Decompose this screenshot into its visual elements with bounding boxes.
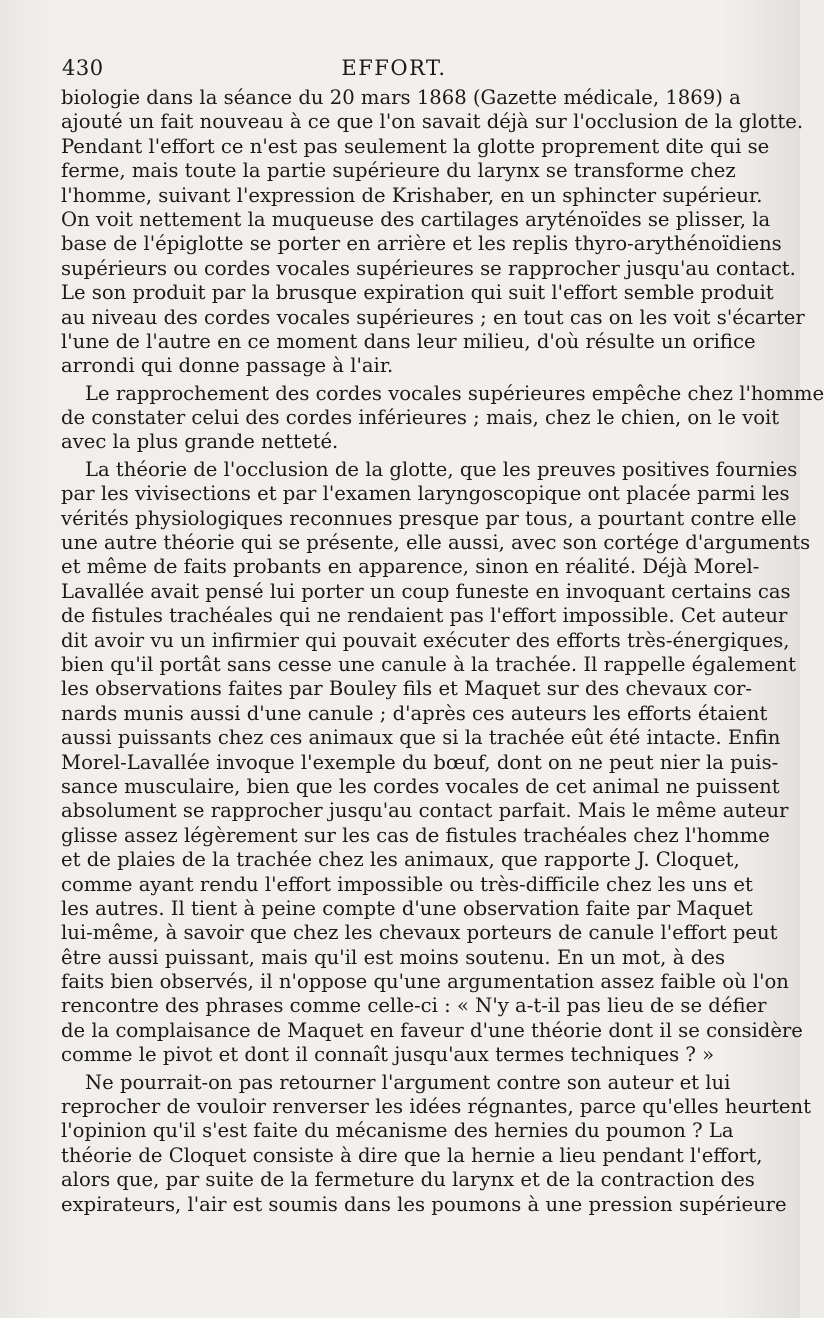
- text-line: rencontre des phrases comme celle-ci : « N'y a-t-il pas lieu de se défier: [61, 994, 767, 1018]
- text-line: faits bien observés, il n'oppose qu'une argumentation assez faible où l'on: [61, 970, 789, 994]
- text-line: une autre théorie qui se présente, elle aussi, avec son cortége d'arguments: [61, 531, 811, 555]
- text-line: ajouté un fait nouveau à ce que l'on savait déjà sur l'occlusion de la glotte.: [61, 110, 804, 134]
- text-line: et même de faits probants en apparence, sinon en réalité. Déjà Morel-: [61, 555, 760, 579]
- text-line: alors que, par suite de la fermeture du larynx et de la contraction des: [61, 1168, 755, 1192]
- body-text: [61, 86, 824, 1217]
- text-line: comme ayant rendu l'effort impossible ou très-difficile chez les uns et: [61, 872, 753, 896]
- text-line: biologie dans la séance du 20 mars 1868 (Gazette médicale, 1869) a: [61, 86, 741, 109]
- text-line: de la complaisance de Maquet en faveur d'une théorie dont il se considère: [61, 1018, 803, 1042]
- text-line: Ne pourrait-on pas retourner l'argument contre son auteur et lui: [85, 1070, 731, 1094]
- text-line: Lavallée avait pensé lui porter un coup funeste en invoquant certains cas: [61, 579, 791, 603]
- page-header: [62, 56, 726, 86]
- text-line: théorie de Cloquet consiste à dire que la hernie a lieu pendant l'effort,: [61, 1143, 763, 1167]
- text-line: expirateurs, l'air est soumis dans les poumons à une pression supérieure: [61, 1192, 787, 1216]
- text-line: vérités physiologiques reconnues presque par tous, a pourtant contre elle: [61, 506, 797, 530]
- text-line: l'une de l'autre en ce moment dans leur milieu, d'où résulte un orifice: [61, 329, 756, 353]
- text-line: Morel-Lavallée invoque l'exemple du bœuf, dont on ne peut nier la puis-: [61, 750, 779, 774]
- text-line: être aussi puissant, mais qu'il est moins soutenu. En un mot, à des: [61, 945, 725, 969]
- text-line: l'homme, suivant l'expression de Krishaber, en un sphincter supérieur.: [61, 183, 763, 207]
- text-line: Le son produit par la brusque expiration qui suit l'effort semble produit: [61, 281, 774, 305]
- text-line: Pendant l'effort ce n'est pas seulement la glotte proprement dite qui se: [61, 134, 770, 158]
- paragraph: [61, 86, 805, 379]
- text-line: les autres. Il tient à peine compte d'une observation faite par Maquet: [61, 896, 753, 920]
- text-line: l'opinion qu'il s'est faite du mécanisme des hernies du poumon ? La: [61, 1119, 734, 1143]
- text-line: glisse assez légèrement sur les cas de fistules trachéales chez l'homme: [61, 823, 770, 847]
- text-line: par les vivisections et par l'examen laryngoscopique ont placée parmi les: [61, 482, 790, 506]
- text-line: nards munis aussi d'une canule ; d'après ces auteurs les efforts étaient: [61, 701, 768, 725]
- page-number: 430: [62, 56, 104, 80]
- text-line: sance musculaire, bien que les cordes vocales de cet animal ne puissent: [61, 774, 780, 798]
- text-line: de constater celui des cordes inférieures ; mais, chez le chien, on le voit: [61, 406, 780, 430]
- text-line: Le rapprochement des cordes vocales supérieures empêche chez l'homme: [85, 381, 824, 405]
- paragraph: [61, 457, 811, 1068]
- text-line: aussi puissants chez ces animaux que si la trachée eût été intacte. Enfin: [61, 726, 781, 750]
- paragraph: [61, 381, 824, 455]
- text-line: supérieurs ou cordes vocales supérieures se rapprocher jusqu'au contact.: [61, 256, 796, 280]
- text-line: bien qu'il portât sans cesse une canule à la trachée. Il rappelle également: [61, 652, 797, 676]
- text-line: au niveau des cordes vocales supérieures ; en tout cas on les voit s'écarter: [61, 305, 805, 329]
- text-line: de fistules trachéales qui ne rendaient pas l'effort impossible. Cet auteur: [61, 604, 788, 628]
- text-line: dit avoir vu un infirmier qui pouvait exécuter des efforts très-énergiques,: [61, 628, 790, 652]
- text-line: absolument se rapprocher jusqu'au contact parfait. Mais le même auteur: [61, 799, 789, 823]
- text-line: lui-même, à savoir que chez les chevaux porteurs de canule l'effort peut: [61, 921, 778, 945]
- text-line: reprocher de vouloir renverser les idées régnantes, parce qu'elles heurtent: [61, 1095, 812, 1119]
- text-line: avec la plus grande netteté.: [61, 430, 339, 454]
- text-line: base de l'épiglotte se porter en arrière et les replis thyro-arythénoïdiens: [61, 232, 782, 256]
- text-line: On voit nettement la muqueuse des cartilages aryténoïdes se plisser, la: [61, 207, 771, 231]
- text-line: La théorie de l'occlusion de la glotte, que les preuves positives fournies: [85, 457, 798, 481]
- text-line: ferme, mais toute la partie supérieure du larynx se transforme chez: [61, 159, 736, 183]
- text-line: arrondi qui donne passage à l'air.: [61, 354, 394, 378]
- running-title: EFFORT.: [341, 56, 447, 80]
- text-line: comme le pivot et dont il connaît jusqu'aux termes techniques ? »: [61, 1043, 715, 1067]
- text-line: les observations faites par Bouley fils et Maquet sur des chevaux cor-: [61, 677, 753, 701]
- text-line: et de plaies de la trachée chez les animaux, que rapporte J. Cloquet,: [61, 848, 740, 872]
- paragraph: [61, 1070, 812, 1217]
